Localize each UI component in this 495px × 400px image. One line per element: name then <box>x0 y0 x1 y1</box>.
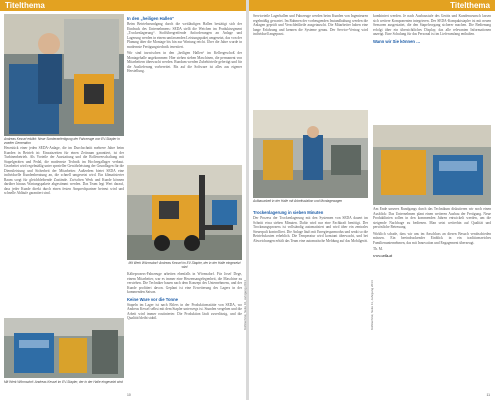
hall-photo <box>253 110 368 198</box>
body-text: Serviceteile Lagerhallen und Fahrzeuge werden beim Kunden von Ingenieuren regelmäßig gewartet. Im Rahmen der vorbeugenden Instandhaltung werden die Anlagen geprüft und Verschleißteile ausgetauscht. Die Mitarbeiter haben eine lange Erfahrung und kennen die Systeme genau. Der Service-Vertrag wird individuell angepasst. <box>253 14 368 36</box>
forklift-caption: Mit Werk Wörmsdorf: Andreas Kessel im EV-Stapler, der in der Halle eingesetzt wird <box>128 261 241 269</box>
hall-caption: Aufbauarbeit in der Halle mit Arbeitsstation und Montagewagen <box>253 199 343 203</box>
machinery-photo-graphic <box>4 318 124 378</box>
worker-photo-graphic <box>4 14 124 136</box>
body-text: Wir sind inzwischen in den „heiligen Hallen“ im Kellergeschoß der Montagehalle angekommen: Hier stehen sieben Maschinen, die permanent von Mitarbeitern überwacht werden. Rundum werden Zubehörteile gefertigt und für die Auslieferung vorbereitet. Bis auf die Software ist alles aus eigener Herstellung. <box>127 51 242 73</box>
body-text: Wirklich schade, dass wir uns im Anschluss an diesen Besuch verabschieden müssen. Ein beeindruckender Einblick in ein traditionsreiches Familienunternehmen, das mit Innovation und Engagement überzeugt. <box>373 231 491 245</box>
body-text: Kälteprozess-Fahrzeuge arbeiten ebenfalls in Wörmsdorf. Für Josef Dege, einem Mitarbeiter, war es immer eine Herzensangelegenheit, die Maschine zu verstehen. Die Techniker bauen nach dem Konzept des Unternehmens, und der Kunde profitiert davon. Geplant ist eine Erweiterung des Lagers in der kommenden Saison. <box>127 272 242 294</box>
section-title: Titelthema <box>450 1 490 10</box>
left-column-2b <box>127 272 242 392</box>
body-text: Am Ende unseres Rundgangs durch das Technikum diskutieren wir noch einen Ausblick: Das Unternehmen plant einen weiteren Ausbau der Fertigung. Neue Produktlinien sollen in den kommenden Jahren entwickelt werden, um die steigende Nachfrage zu bedienen. Man setzt weiterhin auf Qualität und persönliche Betreuung. <box>373 207 491 229</box>
machinery-photo <box>4 318 124 378</box>
section-title: Titelthema <box>5 1 45 10</box>
page-number: 10 <box>127 393 131 397</box>
right-column-2b <box>373 207 491 392</box>
magazine-side-note: Kühltechnik, Seite 10, Jahrgang 2014 <box>243 280 247 330</box>
website-link[interactable]: www.seda.at <box>373 253 393 258</box>
machinery-caption <box>4 380 124 384</box>
forklift-photo <box>127 165 242 260</box>
photo-caption: Andreas Kessel erklärt: Neue Sonderanfertigung der Fahrzeuge von EV-Stapler in zweiter Generation <box>4 137 120 145</box>
left-column-2 <box>127 14 242 164</box>
body-text: Stapeln im Lager ist nach Ehlers in der Produktionsstätte von SEDA, wo Andreas Kessel selbst mit dem Stapler unterwegs ist. Stunden vergehen und die Arbeit wird immer routinierter. Die Produktion läuft zuverlässig, und die Qualität bleibt stabil. <box>127 302 242 320</box>
hall-photo-graphic <box>253 110 368 198</box>
left-column-1 <box>4 146 124 316</box>
body-text: Herzstück einer jeden SEDA-Anlage, die im Durchschnitt mehrere Jahre beim Kunden in Betrieb ist: Einsatzzeiten für einen Zeitraum garantiert, ist der Turbinenbetrieb. Als Vorteile der Ausstattung und die Rollenverschaltung mit Stapelgeräten und Pedal, die modernste Technik im Hochregallager verbaut. Gearbeitet wird regelmäßig unter spezieller Gewährleistung der Grundlagen für die Dienstleistung und Sicherheit der Mitarbeiter. Außerdem bietet SEDA eine individuelle Kundenberatung an, die schnell umgesetzt wird. Ein klimatisierter Raum sorgt für gleichbleibende Zustände. Zwischen Werk und Kunde können darüber hinaus Wartungspakete abgestimmt werden. Das Team legt Wert darauf, dass jeder Kunde direkt durch einen festen Ansprechpartner betreut wird und schnelle Abläufe garantiert sind. <box>4 146 124 195</box>
body-text: Der Prozess der Trockenlagerung mit den Systemen von SEDA dauert im Schnitt etwa sieben Minuten. Dafür wird nur eine Fachkraft benötigt. Der Trocknungsprozess ist vollständig automatisiert und wird über ein zentrales Steuerpult kontrolliert. Die Anlage läuft mit Energiesparmodus und senkt so die Betriebskosten erheblich. Die Temperatur wird konstant überwacht, und bei Abweichungen erhält das Team eine automatische Meldung auf das Mobilgerät. <box>253 216 368 243</box>
body-text: Beim Betriebsrundgang durch die weitläufigen Hallen bestätigt sich der Eindruck des Unternehmens: SEDA stellt die Weichen im Produktsegment „Trockenlagerung“. Stoffübergreifende Anforderungen an Anlage und Lagerung werden in einem umfassenden Leistungspaket umgesetzt, das von der Planung über die Montage bis hin zur Wartung reicht. Über die Jahre wurde in modernste Fertigungstechnik investiert. <box>127 22 242 49</box>
right-column-2 <box>373 14 491 124</box>
right-column-1b <box>253 208 368 388</box>
body-text: kombiniert werden. Je nach Ausbaustufe des Geräts und Kundenwunsch lassen sich weitere Komponenten integrieren. Der SEDA-Kompaktstapler ist mit neuen Sensoren ausgestattet, die den Stapelvorgang sicherer machen. Die Bedienung erfolgt über ein übersichtliches Display, das alle relevanten Informationen anzeigt. Eine Schulung für das Personal ist im Lieferumfang enthalten. <box>373 14 491 36</box>
left-page <box>0 0 246 400</box>
magazine-side-note: Kühltechnik, Seite 11, Jahrgang 2014 <box>370 280 374 330</box>
worker-photo <box>4 14 124 136</box>
right-page <box>249 0 495 400</box>
machinery-caption-text: Mit Werk Wörmsdorf: Andreas Kessel im EV-Stapler, der in der Halle eingesetzt wird <box>4 380 123 384</box>
subheading: Trockenlagerung in sieben Minuten <box>253 210 324 215</box>
subheading: In den „heiligen Hallen“ <box>127 16 175 21</box>
right-column-1 <box>253 14 368 109</box>
subheading: Keine Ware vor die Tonne <box>127 296 178 302</box>
forklift-photo-graphic <box>127 165 242 260</box>
subheading: Wann wir Sie können … <box>373 38 421 44</box>
equipment-photo-graphic <box>373 125 491 205</box>
author: Th. M. <box>373 247 383 251</box>
page-number: 11 <box>486 393 490 397</box>
equipment-photo <box>373 125 491 205</box>
